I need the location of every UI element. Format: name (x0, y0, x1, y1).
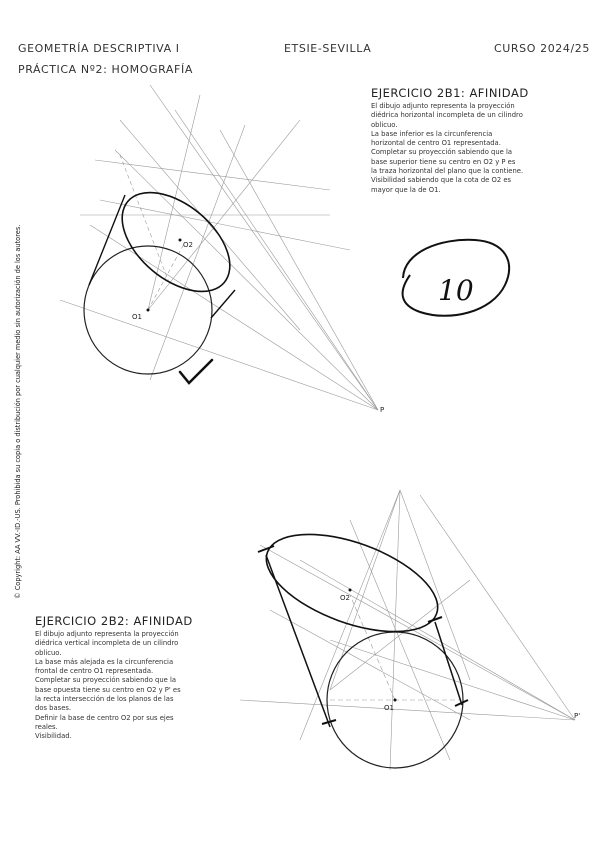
exercise2-line: diédrica vertical incompleta de un cilindro (35, 639, 179, 648)
exercise1-line: la traza horizontal del plano que la contiene. (371, 167, 524, 176)
exercise1-line: La base inferior es la circunferencia (371, 129, 493, 138)
exercise1-label-o2: O2 (183, 241, 193, 249)
exercise1-line: oblicuo. (371, 120, 398, 129)
grade-mark (403, 240, 510, 316)
exercise2-title: EJERCICIO 2B2: AFINIDAD (35, 614, 193, 628)
exercise1-line: base superior tiene su centro en O2 y P es (371, 157, 516, 166)
exercise2-label-o1: O1 (384, 704, 394, 712)
exercise2-line: La base más alejada es la circunferencia (35, 657, 174, 666)
exercise2-label-o2: O2 (340, 594, 350, 602)
exercise2-line: frontal de centro O1 representada. (35, 667, 154, 676)
exercise2-line: El dibujo adjunto representa la proyección (35, 630, 179, 638)
grade-value: 10 (438, 274, 474, 307)
exercise1-line: diédrica horizontal incompleta de un cilindro (371, 111, 523, 120)
practice-title: PRÁCTICA Nº2: HOMOGRAFÍA (18, 63, 193, 76)
exercise2-line: dos bases. (35, 704, 72, 713)
exercise1-line: horizontal de centro O1 representada. (371, 139, 501, 148)
exercise2-generatrix (435, 622, 462, 705)
exercise2-line: Completar su proyección sabiendo que la (35, 676, 177, 685)
exercise2-line: reales. (35, 722, 58, 731)
exercise1-label-o1: O1 (132, 313, 142, 321)
exercise1-line: El dibujo adjunto representa la proyección (371, 102, 515, 110)
exercise1-generatrix (211, 290, 235, 318)
exercise2-construction-lines (240, 490, 575, 770)
subject-title: GEOMETRÍA DESCRIPTIVA I (18, 42, 180, 55)
exercise2-generatrix (266, 555, 330, 727)
exercise2-line: oblicuo. (35, 648, 62, 657)
exercise2-line: base opuesta tiene su centro en O2 y P' es (35, 685, 181, 694)
exercise2-label-p: P' (574, 712, 581, 720)
course-year: CURSO 2024/25 (494, 42, 591, 55)
exercise1-line: mayor que la de O1. (371, 185, 441, 194)
exercise2-upper-ellipse (254, 515, 451, 652)
exercise2-drawing (240, 490, 580, 770)
exercise1-title: EJERCICIO 2B1: AFINIDAD (371, 86, 529, 100)
school-name: ETSIE-SEVILLA (284, 42, 372, 55)
exercise1-construction-lines (60, 85, 378, 410)
exercise1-line: Completar su proyección sabiendo que la (371, 148, 513, 157)
exercise1-drawing (60, 85, 384, 414)
exercise1-line: Visibilidad sabiendo que la cota de O2 es (371, 176, 512, 185)
copyright-notice: © Copyright: AA VV.-ID.-US. Prohibida su copia o distribución por cualquier medio sin autorización de los autores. (14, 224, 22, 599)
exercise2-line: la recta intersección de los planos de las (35, 695, 174, 704)
checkmark-icon (180, 360, 212, 383)
exercise2-line: Definir la base de centro O2 por sus ejes (35, 713, 174, 722)
exercise1-label-p: P (380, 406, 385, 414)
exercise2-line: Visibilidad. (35, 732, 72, 741)
exercise1-generatrix (89, 195, 125, 285)
